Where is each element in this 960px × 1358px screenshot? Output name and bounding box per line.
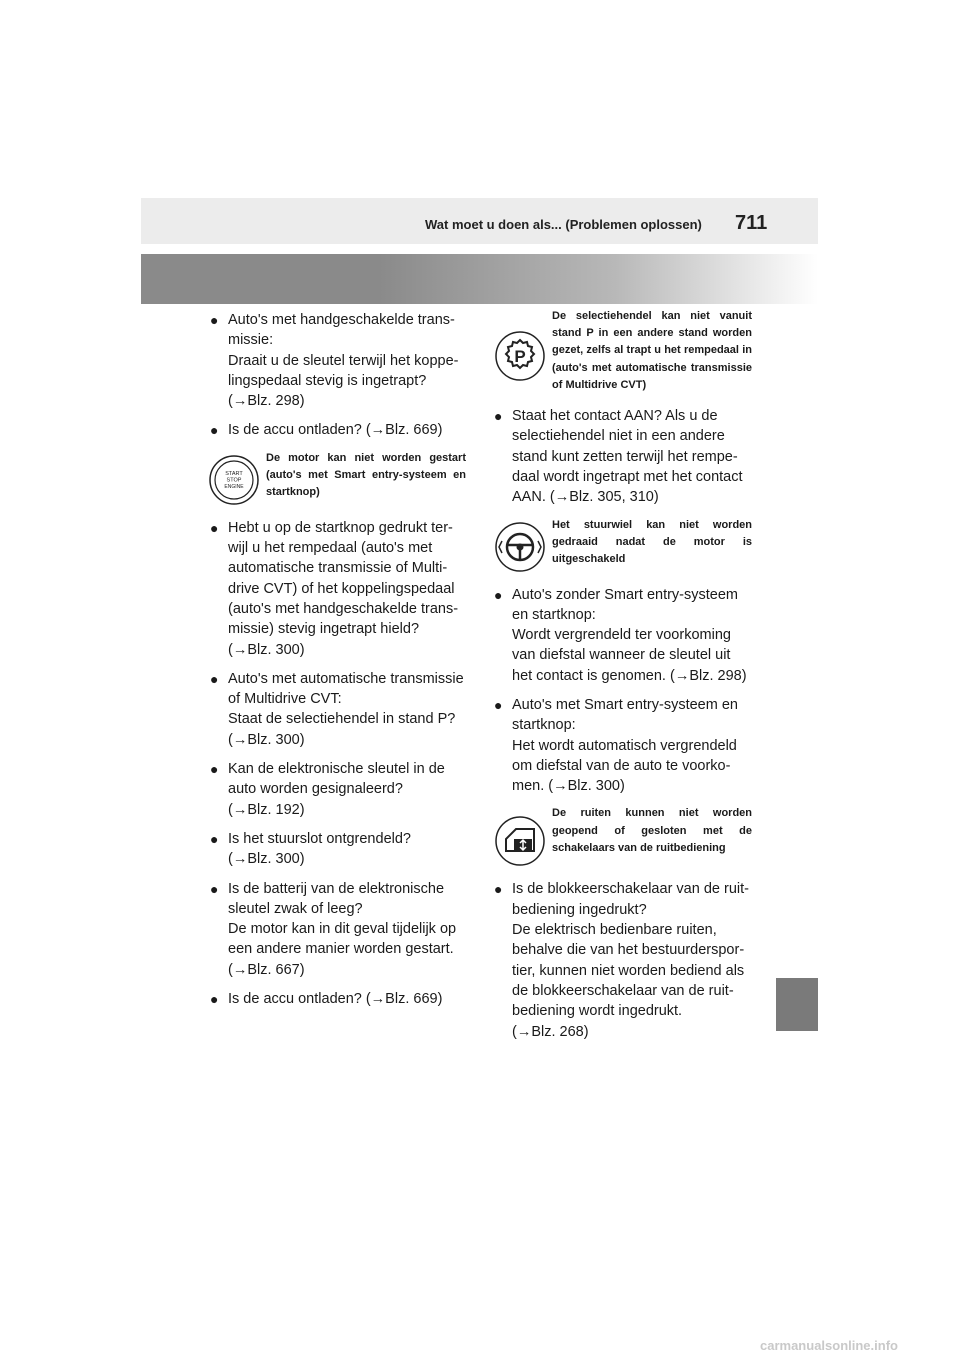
problem-text: De selectiehendel kan niet vanuit stand P in een andere stand worden gezet, zelfs al trapt u het rempedaal in (auto's met automatische transmissie of Multidrive CVT)	[552, 310, 752, 391]
bullet-icon: ●	[210, 422, 219, 439]
bullet-icon: ●	[210, 830, 219, 847]
problem-heading	[494, 805, 756, 867]
bullet-icon: ●	[210, 312, 219, 328]
decorative-band	[141, 254, 818, 304]
bullet-icon: ●	[210, 670, 219, 687]
park-gear-icon	[494, 330, 546, 382]
left-column	[210, 310, 470, 1018]
list-item: ● Auto's met Smart entry-systeem en startknop: Het wordt automatisch vergrendeld om diefstal van de auto te voorko- men. (→Blz. 300)	[494, 696, 738, 795]
svg-text:STOP: STOP	[226, 477, 242, 484]
steering-wheel-icon	[494, 521, 546, 573]
page-number: 711	[735, 212, 768, 234]
list-item: ● Staat het contact AAN? Als u de selectiehendel niet in een andere stand kunt zetten terwijl het rempe- daal wordt ingetrapt met het contact AAN. (→Blz. 305, 310)	[494, 408, 743, 506]
bullet-icon: ●	[210, 761, 219, 778]
problem-text: De ruiten kunnen niet worden geopend of gesloten met de schakelaars van de ruitbediening	[552, 807, 752, 854]
svg-text:START: START	[225, 470, 243, 477]
list-item: ● Is de blokkeerschakelaar van de ruit- bediening ingedrukt? De elektrisch bedienbare ruiten, behalve die van het bestuurderspor- tier, kunnen niet worden bediend als de blokkeerschakelaar van de ruit- bediening wordt ingedrukt. (→Blz. 268)	[494, 881, 749, 1040]
list-item: ● Auto's zonder Smart entry-systeem en startknop: Wordt vergrendeld ter voorkoming van diefstal wanneer de sleutel uit het contact is genomen. (→Blz. 298)	[494, 586, 747, 684]
watermark: carmanualsonline.info	[760, 1338, 898, 1353]
chapter-tab	[776, 978, 818, 1031]
bullet-icon: ●	[210, 519, 219, 536]
problem-heading	[208, 450, 470, 506]
bullet-icon: ●	[494, 586, 503, 603]
list-item: ● Is de accu ontladen? (→Blz. 669)	[210, 989, 470, 1009]
svg-text:P: P	[514, 347, 526, 366]
list-item: ● Hebt u op de startknop gedrukt ter- wijl u het rempedaal (auto's met automatische transmissie of Multi- drive CVT) of het koppelingspedaal (auto's met handgeschakelde trans- missie) stevig ingetrapt hield? (→Blz. 300)	[210, 519, 459, 658]
svg-text:ENGINE: ENGINE	[224, 483, 244, 490]
problem-text: De motor kan niet worden gestart (auto's met Smart entry-systeem en startknop)	[266, 451, 466, 499]
list-item: ● Is de accu ontladen? (→Blz. 669)	[210, 420, 470, 440]
list-item: ● Is de batterij van de elektronische sleutel zwak of leeg? De motor kan in dit geval tijdelijk op een andere manier worden gestart. (→Blz. 667)	[210, 880, 457, 978]
list-item: ● Auto's met handgeschakelde trans- missie: Draait u de sleutel terwijl het koppe- lingspedaal stevig is ingetrapt? (→Blz. 298)	[210, 312, 459, 410]
bullet-icon: ●	[494, 881, 503, 898]
bullet-icon: ●	[210, 991, 219, 1008]
problem-heading	[494, 308, 756, 394]
problem-heading	[494, 517, 756, 573]
list-item: ● Is het stuurslot ontgrendeld? (→Blz. 300)	[210, 830, 411, 868]
bullet-icon: ●	[210, 880, 219, 897]
list-item: ● Kan de elektronische sleutel in de auto worden gesignaleerd? (→Blz. 192)	[210, 761, 445, 818]
right-column	[494, 308, 756, 1051]
list-item: ● Auto's met automatische transmissie of Multidrive CVT: Staat de selectiehendel in stand P? (→Blz. 300)	[210, 670, 464, 748]
section-title: Wat moet u doen als... (Problemen oplossen)	[425, 217, 702, 232]
start-stop-engine-button-icon	[208, 454, 260, 506]
power-window-icon	[494, 815, 546, 867]
problem-text: Het stuurwiel kan niet worden gedraaid nadat de motor is uitgeschakeld	[552, 518, 752, 565]
bullet-icon: ●	[494, 696, 503, 713]
bullet-icon: ●	[494, 408, 503, 425]
